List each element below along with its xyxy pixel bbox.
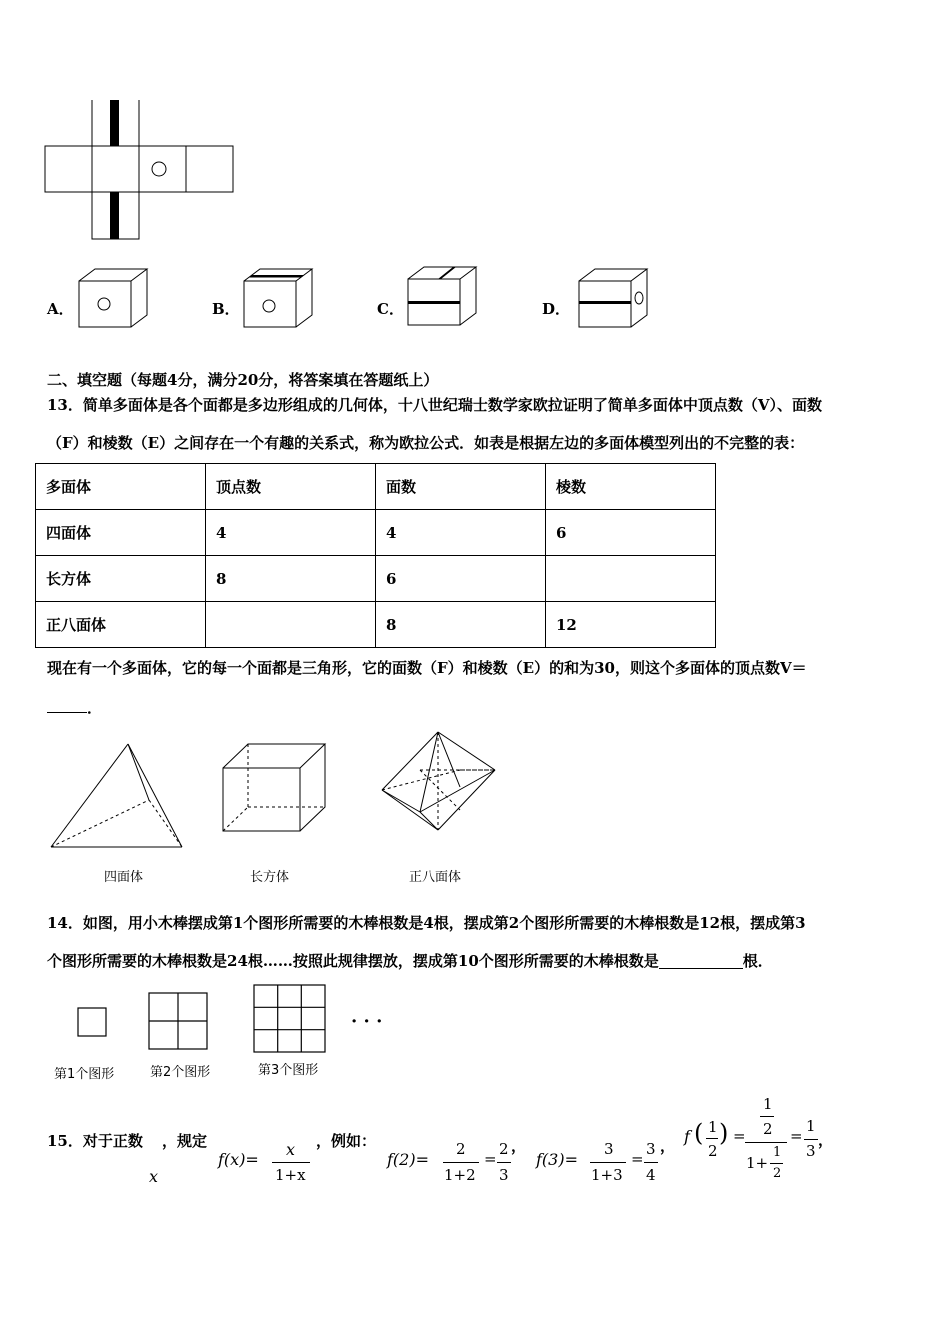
- fx-fraction-bar: [272, 1162, 310, 1163]
- f3-res-bar: [644, 1162, 658, 1163]
- cube-net-figure: [0, 0, 950, 260]
- q13-answer-line: [47, 696, 102, 718]
- f3-den: 1+3: [591, 1166, 623, 1184]
- option-c-cube: [407, 266, 487, 336]
- paren-open: (: [694, 1119, 704, 1147]
- option-c-label: C．: [377, 300, 404, 318]
- fhalf-den-lead: 1+: [746, 1154, 769, 1172]
- table-header-cell: 面数: [376, 464, 546, 510]
- equals-sign: =: [733, 1127, 746, 1145]
- comma-2: ，: [660, 1137, 676, 1155]
- f3-lhs: f(3)=: [536, 1150, 578, 1169]
- q14-line-2: [47, 951, 773, 971]
- fhalf-main-bar: [745, 1142, 787, 1143]
- fx-den: 1+x: [275, 1166, 306, 1184]
- fhalf-res-num: 1: [806, 1117, 816, 1135]
- fhalf-arg-den: 2: [708, 1142, 718, 1160]
- caption-figure-3: 第3个图形: [258, 1063, 319, 1078]
- f2-res-den: 3: [499, 1166, 509, 1184]
- fhalf-den-num: 1: [773, 1145, 782, 1160]
- q14-line-2-text: 个图形所需要的木棒根数是24根……按照此规律摆放，摆成第10个图形所需要的木棒根数是: [47, 952, 659, 970]
- fhalf-res-den: 3: [806, 1142, 816, 1160]
- stick-figures: [0, 980, 400, 1060]
- fx-lhs: f(x)=: [218, 1150, 259, 1169]
- q14-line-1: 14．如图，用小木棒摆成第1个图形所需要的木棒根数是4根，摆成第2个图形所需要的木棒根数是12根，摆成第3: [47, 914, 806, 932]
- fhalf-den-den: 2: [773, 1166, 782, 1181]
- q13-line-3: 现在有一个多面体，它的每一个面都是三角形，它的面数（F）和棱数（E）的和为30，则这个多面体的顶点数V＝: [47, 659, 807, 677]
- q15-label: 15．对于正数: [47, 1132, 143, 1150]
- answer-blank[interactable]: [659, 952, 743, 969]
- polyhedron-table: [35, 463, 716, 648]
- table-header-row: [36, 464, 716, 510]
- section-2-heading: 二、填空题（每题4分，满分20分，将答案填在答题纸上）: [47, 371, 439, 389]
- option-b-label: B．: [212, 300, 240, 318]
- cuboid-figure: [215, 740, 335, 840]
- q13-line-2: （F）和棱数（E）之间存在一个有趣的关系式，称为欧拉公式．如表是根据左边的多面体模型列出的不完整的表：: [47, 434, 805, 452]
- fhalf-arg-bar: [706, 1138, 718, 1139]
- fhalf-res-bar: [804, 1139, 818, 1140]
- option-a-cube: [78, 268, 158, 338]
- equals-sign: =: [790, 1127, 803, 1145]
- q15-rule-text: ，规定: [162, 1132, 208, 1150]
- table-cell: 长方体: [36, 556, 206, 602]
- f3-num: 3: [604, 1140, 614, 1158]
- table-cell: 6: [546, 510, 716, 556]
- fhalf-f: f: [684, 1127, 690, 1146]
- q13-line-1: 13．简单多面体是各个面都是多边形组成的几何体，十八世纪瑞士数学家欧拉证明了简单多面体中顶点数（V）、面数: [47, 396, 823, 414]
- fhalf-den-bar: [770, 1163, 783, 1164]
- fhalf-num-num: 1: [763, 1095, 773, 1113]
- q15-example-text: ，例如：: [316, 1132, 377, 1150]
- option-d-cube: [578, 268, 658, 338]
- f2-lhs: f(2)=: [387, 1150, 429, 1169]
- table-row: [36, 510, 716, 556]
- octahedron-figure: [375, 725, 505, 840]
- caption-octahedron: 正八面体: [409, 870, 462, 885]
- q15-var-x: x: [149, 1167, 159, 1186]
- f2-den: 1+2: [444, 1166, 476, 1184]
- table-header-cell: 棱数: [546, 464, 716, 510]
- q13-line-4-end: ．: [87, 699, 103, 717]
- paren-close: ): [719, 1119, 729, 1147]
- table-cell: [206, 602, 376, 648]
- f3-fraction-bar: [590, 1162, 626, 1163]
- fhalf-arg-num: 1: [708, 1118, 718, 1136]
- table-cell: 4: [206, 510, 376, 556]
- table-cell: 8: [376, 602, 546, 648]
- table-cell: 6: [376, 556, 546, 602]
- equals-sign: =: [631, 1150, 644, 1168]
- option-d-label: D．: [542, 300, 571, 318]
- f2-fraction-bar: [443, 1162, 479, 1163]
- comma-1: ，: [511, 1137, 527, 1155]
- table-row: [36, 556, 716, 602]
- fhalf-num-bar: [760, 1116, 774, 1117]
- option-a-label: A．: [47, 300, 74, 318]
- table-cell: 8: [206, 556, 376, 602]
- f3-res-num: 3: [646, 1140, 656, 1158]
- table-header-cell: 顶点数: [206, 464, 376, 510]
- caption-figure-1: 第1个图形: [54, 1067, 115, 1082]
- table-row: [36, 602, 716, 648]
- caption-figure-2: 第2个图形: [150, 1065, 211, 1080]
- table-cell: 12: [546, 602, 716, 648]
- table-header-cell: 多面体: [36, 464, 206, 510]
- caption-tetrahedron: 四面体: [104, 870, 144, 885]
- caption-cuboid: 长方体: [250, 870, 290, 885]
- f2-res-num: 2: [499, 1140, 509, 1158]
- f3-res-den: 4: [646, 1166, 656, 1184]
- q14-line-2-end: 根．: [742, 952, 773, 970]
- table-cell: 正八面体: [36, 602, 206, 648]
- ellipsis: · · ·: [351, 1011, 383, 1032]
- equals-sign: =: [484, 1150, 497, 1168]
- fhalf-num-den: 2: [763, 1120, 773, 1138]
- f2-num: 2: [456, 1140, 466, 1158]
- comma-3: ，: [818, 1131, 834, 1149]
- answer-blank[interactable]: [47, 696, 87, 713]
- option-b-cube: [243, 268, 323, 338]
- fx-num: x: [286, 1140, 296, 1159]
- table-cell: 四面体: [36, 510, 206, 556]
- f2-res-bar: [497, 1162, 511, 1163]
- tetrahedron-figure: [45, 740, 190, 855]
- table-cell: 4: [376, 510, 546, 556]
- table-cell: [546, 556, 716, 602]
